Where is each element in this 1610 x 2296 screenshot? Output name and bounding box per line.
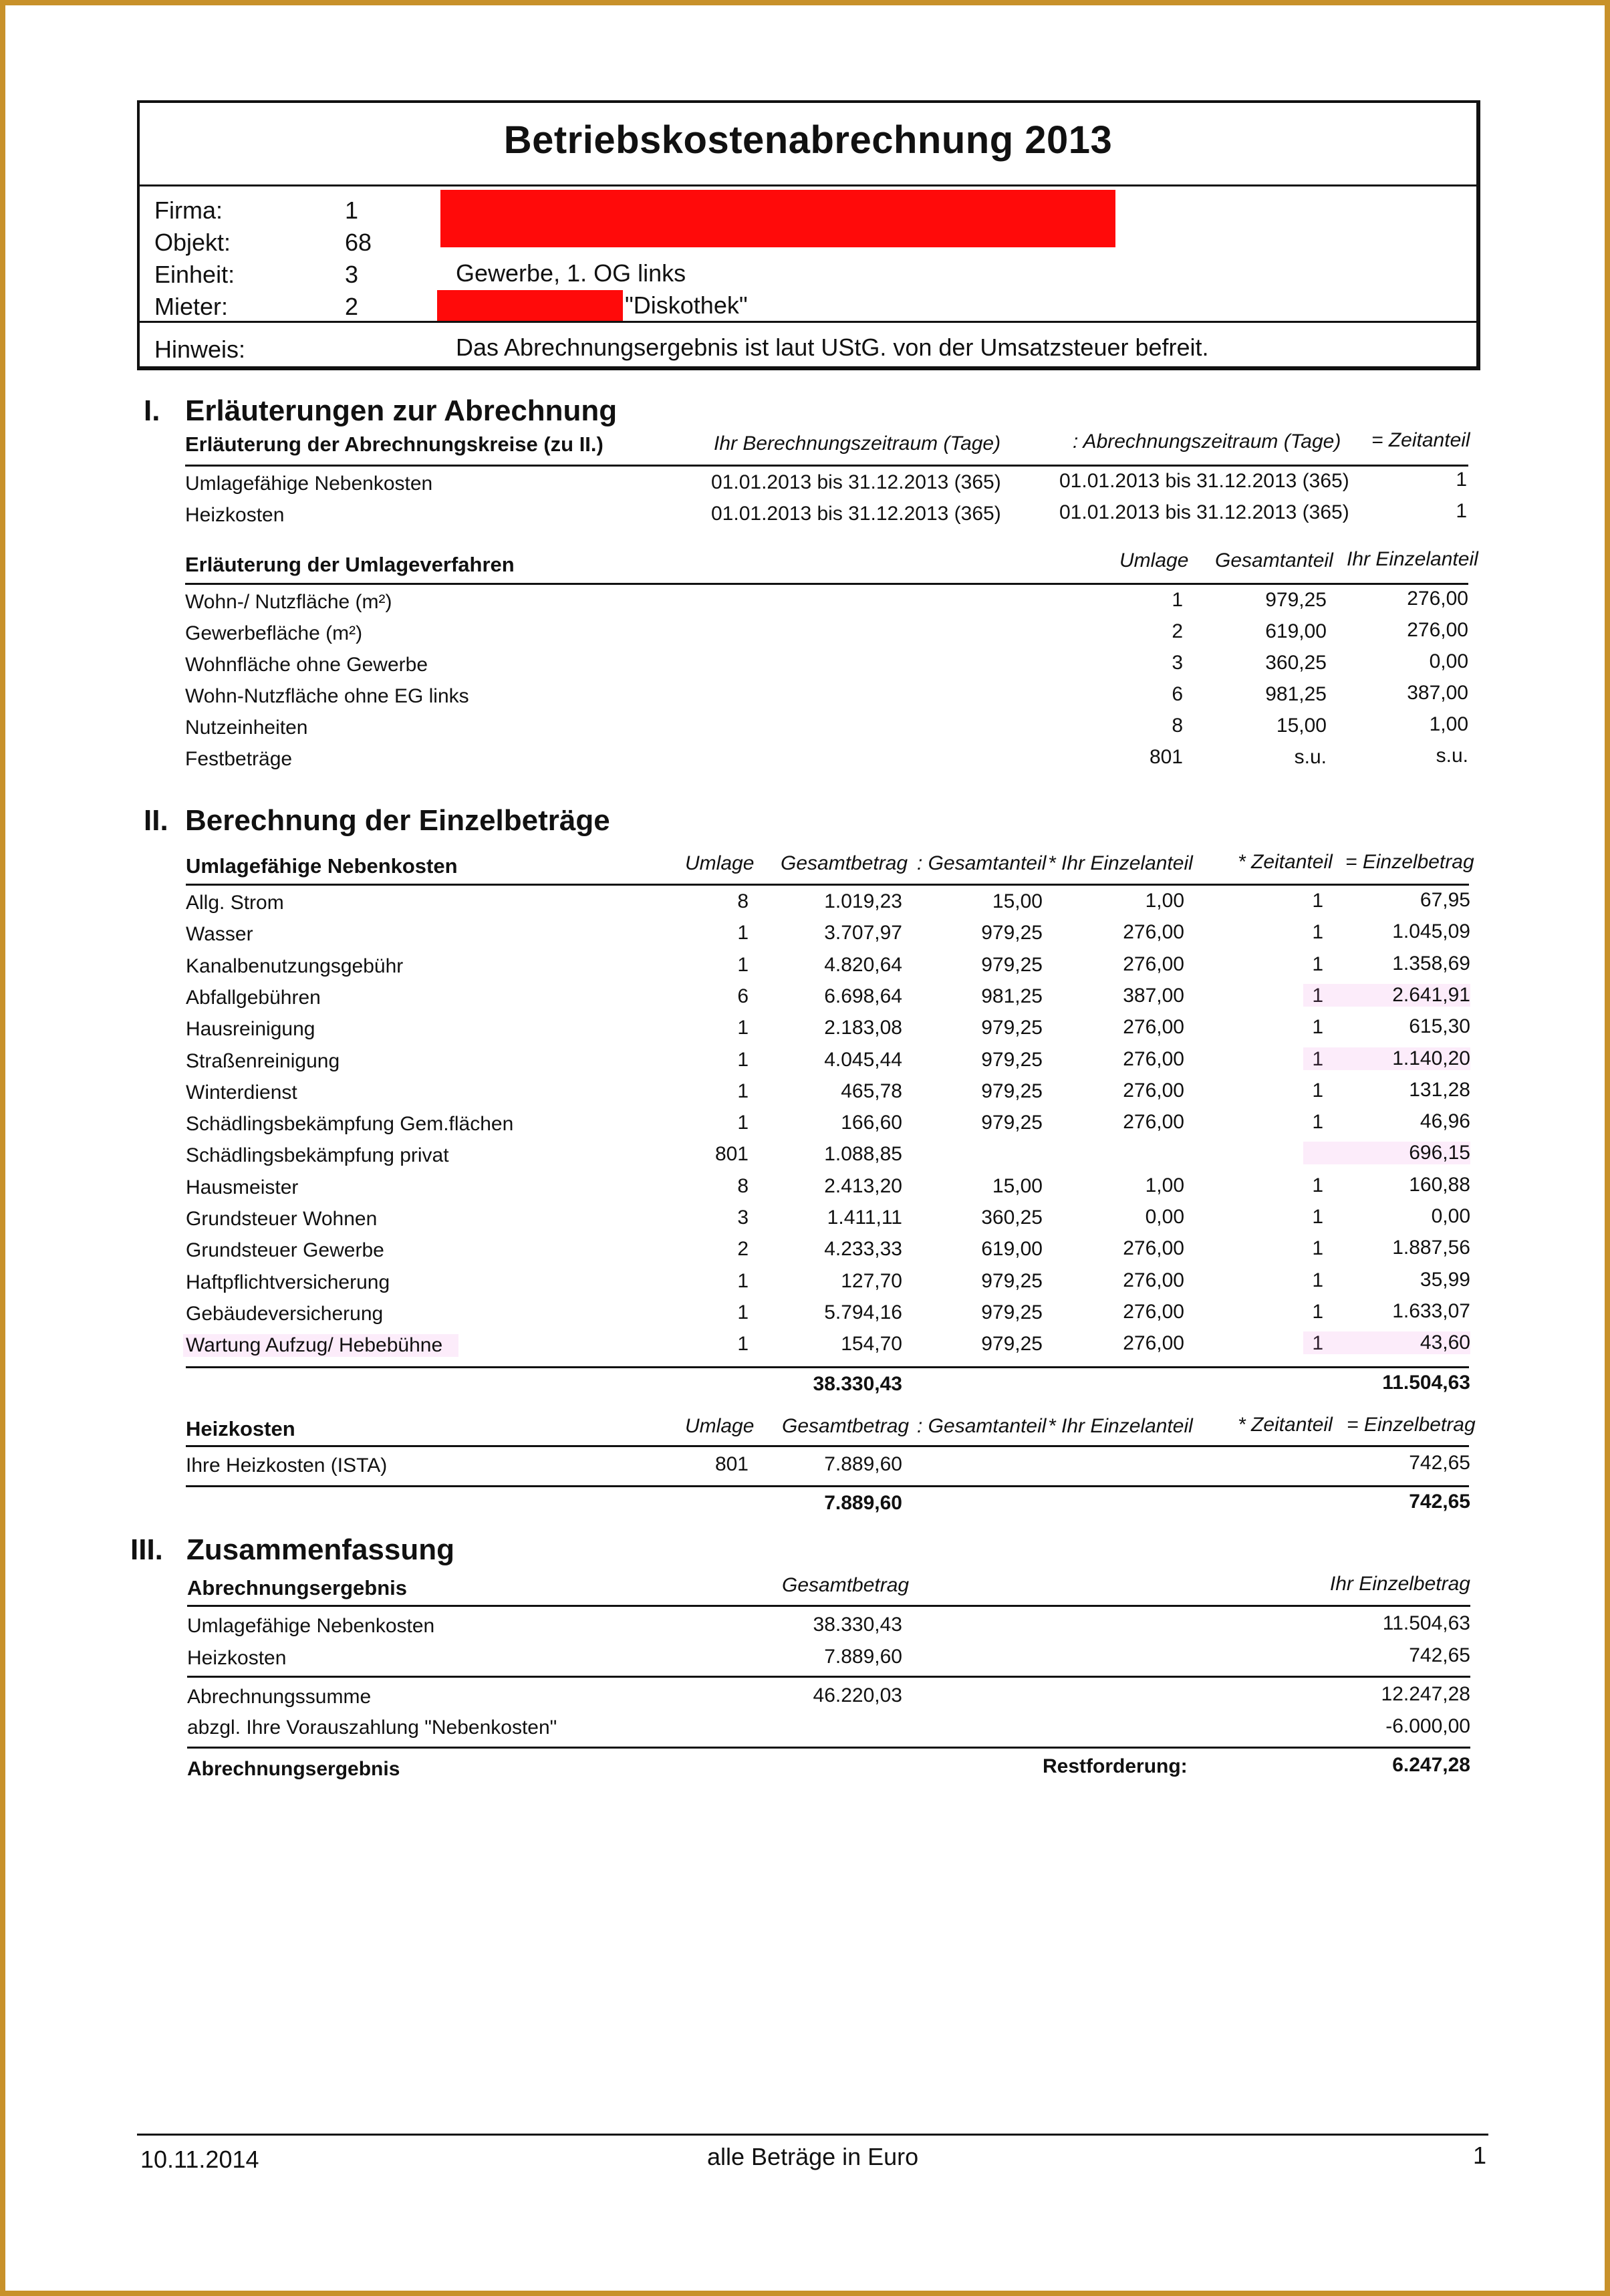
nebenkosten-row-gesamtbetrag: 3.707,97 — [824, 922, 902, 944]
nebenkosten-row-name: Haftpflichtversicherung — [186, 1271, 390, 1293]
hinweis-text: Das Abrechnungsergebnis ist laut UStG. von der Umsatzsteuer befreit. — [456, 334, 1209, 361]
nebenkosten-row-gesamtanteil: 979,25 — [981, 1301, 1043, 1323]
section-1-title: I. Erläuterungen zur Abrechnung — [144, 394, 618, 427]
verfahren-row-umlage: 6 — [1172, 683, 1183, 705]
zf-row-nebenkosten-einzel: 11.504,63 — [1382, 1612, 1470, 1634]
verfahren-row-einzel: 276,00 — [1407, 588, 1468, 610]
kreise-row-ihr: 01.01.2013 bis 31.12.2013 (365) — [711, 503, 1001, 525]
verfahren-col-einzel: Ihr Einzelanteil — [1347, 548, 1478, 570]
heizkosten-total-rule — [186, 1485, 1469, 1487]
nebenkosten-row-einzelbetrag: 0,00 — [1431, 1205, 1470, 1227]
zf-summe-rule — [187, 1676, 1470, 1678]
redaction-bar-company — [440, 190, 1115, 247]
heizkosten-total-einzel: 742,65 — [1409, 1491, 1470, 1513]
verfahren-row-umlage: 2 — [1172, 620, 1183, 642]
nebenkosten-row-einzelbetrag: 1.887,56 — [1392, 1237, 1470, 1259]
nebenkosten-row-gesamtbetrag: 154,70 — [841, 1333, 902, 1356]
zusammenfassung-heading: Abrechnungsergebnis — [187, 1576, 407, 1600]
nebenkosten-row-gesamtbetrag: 4.045,44 — [824, 1048, 902, 1071]
nebenkosten-row-umlage: 801 — [714, 1143, 749, 1166]
nebenkosten-row-gesamtbetrag: 6.698,64 — [824, 985, 902, 1007]
zf-summe-einzel: 12.247,28 — [1381, 1683, 1470, 1705]
col-zeitanteil: * Zeitanteil — [1238, 851, 1333, 873]
value-mieter: 2 — [345, 293, 359, 320]
nebenkosten-row-gesamtbetrag: 166,60 — [841, 1112, 902, 1134]
zf-row-heizkosten-gesamt: 7.889,60 — [824, 1646, 902, 1668]
zf-row-nebenkosten-gesamt: 38.330,43 — [813, 1614, 902, 1636]
nebenkosten-row-zeitanteil: 1 — [1312, 1079, 1323, 1102]
kreise-col-abr: : Abrechnungszeitraum (Tage) — [1073, 430, 1341, 453]
heiz-col-umlage: Umlage — [685, 1415, 755, 1437]
zf-col-gesamt: Gesamtbetrag — [782, 1574, 910, 1596]
header-box — [137, 100, 1480, 370]
nebenkosten-row-einzelanteil: 276,00 — [1123, 1111, 1184, 1134]
zf-rest-value: 6.247,28 — [1392, 1754, 1470, 1776]
kreise-col-ihr: Ihr Berechnungszeitraum (Tage) — [714, 432, 1001, 455]
verfahren-row-name: Nutzeinheiten — [185, 717, 308, 739]
nebenkosten-row-gesamtanteil: 360,25 — [981, 1206, 1043, 1229]
verfahren-row-einzel: 1,00 — [1429, 713, 1468, 735]
verfahren-row-gesamt: 981,25 — [1265, 683, 1327, 705]
nebenkosten-row-name: Kanalbenutzungsgebühr — [186, 954, 404, 977]
verfahren-row-gesamt: s.u. — [1294, 746, 1327, 768]
nebenkosten-row-umlage: 1 — [737, 922, 749, 944]
nebenkosten-row-zeitanteil: 1 — [1312, 1269, 1323, 1291]
nebenkosten-row-einzelbetrag: 615,30 — [1409, 1015, 1470, 1038]
heiz-col-einzelanteil: * Ihr Einzelanteil — [1048, 1415, 1193, 1437]
nebenkosten-row-gesamtanteil: 979,25 — [981, 1079, 1043, 1102]
kreise-header-rule — [185, 465, 1468, 467]
nebenkosten-row-einzelbetrag: 1.045,09 — [1392, 920, 1470, 943]
redaction-bar-tenant — [437, 290, 623, 321]
verfahren-row-gesamt: 360,25 — [1265, 652, 1327, 674]
nebenkosten-row-gesamtbetrag: 2.413,20 — [824, 1174, 902, 1197]
kreise-row-zeit: 1 — [1456, 500, 1467, 522]
zf-row-nebenkosten-name: Umlagefähige Nebenkosten — [187, 1615, 435, 1637]
nebenkosten-row-zeitanteil: 1 — [1312, 984, 1323, 1007]
kreise-heading: Erläuterung der Abrechnungskreise (zu II.) — [185, 432, 603, 456]
nebenkosten-row-gesamtbetrag: 4.820,64 — [824, 953, 902, 976]
mieter-description: "Diskothek" — [625, 291, 748, 319]
zf-row-heizkosten-name: Heizkosten — [187, 1647, 287, 1669]
nebenkosten-row-name: Straßenreinigung — [186, 1049, 340, 1072]
verfahren-row-umlage: 3 — [1172, 652, 1183, 674]
nebenkosten-row-einzelanteil: 276,00 — [1123, 1269, 1184, 1291]
nebenkosten-row-gesamtbetrag: 1.411,11 — [827, 1206, 902, 1229]
nebenkosten-row-name: Wasser — [186, 923, 253, 946]
section-3-title: III. Zusammenfassung — [130, 1533, 454, 1566]
verfahren-row-gesamt: 15,00 — [1276, 715, 1327, 737]
nebenkosten-row-gesamtbetrag: 4.233,33 — [824, 1238, 902, 1261]
nebenkosten-row-einzelbetrag: 696,15 — [1303, 1142, 1470, 1164]
nebenkosten-row-name: Abfallgebühren — [186, 986, 321, 1009]
footer-rule — [137, 2134, 1488, 2136]
nebenkosten-row-name: Hausreinigung — [186, 1018, 315, 1041]
nebenkosten-row-einzelbetrag: 2.641,91 — [1303, 984, 1470, 1007]
kreise-row-ihr: 01.01.2013 bis 31.12.2013 (365) — [711, 471, 1001, 493]
nebenkosten-row-zeitanteil: 1 — [1312, 1237, 1323, 1260]
einheit-description: Gewerbe, 1. OG links — [456, 259, 686, 287]
nebenkosten-row-gesamtbetrag: 5.794,16 — [824, 1301, 902, 1323]
verfahren-row-name: Festbeträge — [185, 748, 293, 770]
heiz-col-gesamtbetrag: Gesamtbetrag — [782, 1415, 910, 1437]
nebenkosten-row-einzelanteil: 276,00 — [1123, 1047, 1184, 1070]
zf-voraus-label: abzgl. Ihre Vorauszahlung "Nebenkosten" — [187, 1716, 557, 1739]
nebenkosten-row-zeitanteil: 1 — [1312, 1300, 1323, 1323]
nebenkosten-row-einzelanteil: 276,00 — [1123, 952, 1184, 975]
nebenkosten-row-umlage: 8 — [737, 890, 749, 912]
value-objekt: 68 — [345, 229, 372, 256]
kreise-row-zeit: 1 — [1456, 469, 1467, 491]
verfahren-row-umlage: 1 — [1172, 589, 1183, 611]
nebenkosten-row-umlage: 1 — [737, 1017, 749, 1039]
nebenkosten-row-name: Grundsteuer Wohnen — [186, 1208, 378, 1230]
nebenkosten-total-einzel: 11.504,63 — [1382, 1372, 1470, 1394]
nebenkosten-row-umlage: 1 — [737, 1333, 749, 1356]
nebenkosten-header-rule — [186, 884, 1469, 886]
nebenkosten-row-gesamtbetrag: 1.019,23 — [824, 890, 902, 912]
verfahren-row-umlage: 801 — [1149, 746, 1183, 768]
nebenkosten-row-zeitanteil: 1 — [1312, 952, 1323, 975]
heiz-col-gesamtanteil: : Gesamtanteil — [917, 1415, 1047, 1437]
col-umlage: Umlage — [685, 852, 755, 874]
nebenkosten-row-name: Hausmeister — [186, 1176, 299, 1198]
nebenkosten-row-umlage: 3 — [737, 1206, 749, 1229]
verfahren-row-einzel: s.u. — [1436, 745, 1468, 767]
footer-date: 10.11.2014 — [140, 2146, 259, 2173]
nebenkosten-total-rule — [186, 1366, 1469, 1368]
nebenkosten-total-gesamt: 38.330,43 — [813, 1373, 902, 1395]
nebenkosten-row-umlage: 2 — [737, 1238, 749, 1261]
zf-rest-label: Restforderung: — [1043, 1755, 1188, 1777]
verfahren-header-rule — [185, 583, 1468, 585]
nebenkosten-row-name: Wartung Aufzug/ Hebebühne — [183, 1334, 458, 1357]
hinweis-divider — [140, 321, 1476, 323]
heizkosten-row-gesamtbetrag: 7.889,60 — [824, 1453, 902, 1475]
nebenkosten-row-gesamtanteil: 979,25 — [981, 953, 1043, 976]
document-title: Betriebskostenabrechnung 2013 — [503, 118, 1113, 162]
nebenkosten-row-einzelbetrag: 160,88 — [1409, 1173, 1470, 1196]
nebenkosten-row-umlage: 8 — [737, 1174, 749, 1197]
nebenkosten-row-name: Winterdienst — [186, 1081, 297, 1104]
nebenkosten-row-einzelanteil: 276,00 — [1123, 1237, 1184, 1260]
nebenkosten-row-zeitanteil: 1 — [1312, 1332, 1323, 1355]
nebenkosten-row-einzelbetrag: 46,96 — [1420, 1110, 1470, 1133]
zf-voraus-einzel: -6.000,00 — [1385, 1715, 1470, 1737]
label-objekt: Objekt: — [154, 229, 231, 256]
verfahren-row-name: Gewerbefläche (m²) — [185, 622, 363, 644]
nebenkosten-row-umlage: 1 — [737, 953, 749, 976]
label-firma: Firma: — [154, 197, 223, 224]
value-einheit: 3 — [345, 261, 359, 288]
nebenkosten-row-umlage: 1 — [737, 1079, 749, 1102]
verfahren-row-einzel: 387,00 — [1407, 682, 1468, 704]
nebenkosten-row-gesamtanteil: 979,25 — [981, 922, 1043, 944]
nebenkosten-row-umlage: 1 — [737, 1048, 749, 1071]
nebenkosten-row-einzelbetrag: 1.358,69 — [1392, 952, 1470, 975]
kreise-row-name: Heizkosten — [185, 504, 285, 526]
heiz-col-einzelbetrag: = Einzelbetrag — [1347, 1414, 1476, 1436]
zf-summe-gesamt: 46.220,03 — [813, 1684, 902, 1706]
nebenkosten-row-gesamtanteil: 15,00 — [992, 890, 1043, 912]
nebenkosten-row-name: Schädlingsbekämpfung privat — [186, 1144, 449, 1167]
verfahren-row-gesamt: 979,25 — [1265, 589, 1327, 611]
nebenkosten-row-gesamtbetrag: 2.183,08 — [824, 1017, 902, 1039]
footer-page-number: 1 — [1473, 2142, 1487, 2169]
verfahren-row-name: Wohn-Nutzfläche ohne EG links — [185, 685, 469, 707]
nebenkosten-row-gesamtanteil: 979,25 — [981, 1333, 1043, 1356]
nebenkosten-row-gesamtanteil: 979,25 — [981, 1048, 1043, 1071]
col-gesamtbetrag: Gesamtbetrag — [781, 852, 908, 874]
verfahren-col-umlage: Umlage — [1119, 549, 1189, 571]
nebenkosten-row-einzelbetrag: 43,60 — [1303, 1331, 1470, 1354]
label-hinweis: Hinweis: — [154, 336, 246, 363]
heizkosten-header-rule — [186, 1445, 1469, 1447]
nebenkosten-row-gesamtanteil: 979,25 — [981, 1269, 1043, 1292]
nebenkosten-row-umlage: 1 — [737, 1301, 749, 1323]
zf-summe-label: Abrechnungssumme — [187, 1686, 372, 1708]
kreise-row-abr: 01.01.2013 bis 31.12.2013 (365) — [1059, 501, 1349, 523]
col-einzelbetrag: = Einzelbetrag — [1345, 851, 1474, 873]
zf-header-rule — [187, 1605, 1470, 1607]
nebenkosten-row-name: Gebäudeversicherung — [186, 1302, 384, 1325]
verfahren-heading: Erläuterung der Umlageverfahren — [185, 553, 515, 576]
nebenkosten-row-gesamtanteil: 979,25 — [981, 1112, 1043, 1134]
nebenkosten-row-zeitanteil: 1 — [1312, 1111, 1323, 1134]
nebenkosten-row-einzelanteil: 276,00 — [1123, 921, 1184, 944]
nebenkosten-row-zeitanteil: 1 — [1312, 1174, 1323, 1196]
nebenkosten-row-zeitanteil: 1 — [1312, 921, 1323, 944]
verfahren-row-umlage: 8 — [1172, 715, 1183, 737]
nebenkosten-row-einzelbetrag: 35,99 — [1420, 1268, 1470, 1291]
verfahren-row-name: Wohn-/ Nutzfläche (m²) — [185, 591, 392, 613]
zf-col-einzel: Ihr Einzelbetrag — [1329, 1573, 1470, 1595]
verfahren-row-einzel: 276,00 — [1407, 619, 1468, 641]
verfahren-row-name: Wohnfläche ohne Gewerbe — [185, 654, 428, 676]
heizkosten-heading: Heizkosten — [186, 1417, 295, 1440]
nebenkosten-row-zeitanteil: 1 — [1312, 1016, 1323, 1039]
nebenkosten-row-einzelbetrag: 1.633,07 — [1392, 1299, 1470, 1322]
nebenkosten-row-gesamtbetrag: 465,78 — [841, 1079, 902, 1102]
nebenkosten-row-gesamtanteil: 981,25 — [981, 985, 1043, 1007]
nebenkosten-row-einzelanteil: 276,00 — [1123, 1332, 1184, 1355]
label-mieter: Mieter: — [154, 293, 229, 320]
col-einzelanteil: * Ihr Einzelanteil — [1048, 852, 1193, 874]
nebenkosten-row-einzelanteil: 0,00 — [1145, 1206, 1184, 1228]
nebenkosten-row-gesamtanteil: 979,25 — [981, 1017, 1043, 1039]
nebenkosten-row-name: Schädlingsbekämpfung Gem.flächen — [186, 1113, 514, 1136]
nebenkosten-row-name: Allg. Strom — [186, 892, 284, 914]
verfahren-row-einzel: 0,00 — [1429, 650, 1468, 672]
nebenkosten-row-einzelanteil: 276,00 — [1123, 1079, 1184, 1102]
nebenkosten-row-gesamtanteil: 15,00 — [992, 1174, 1043, 1197]
nebenkosten-row-gesamtanteil: 619,00 — [981, 1238, 1043, 1261]
nebenkosten-row-umlage: 6 — [737, 985, 749, 1007]
nebenkosten-row-einzelanteil: 1,00 — [1145, 1174, 1184, 1196]
nebenkosten-row-einzelbetrag: 131,28 — [1409, 1078, 1470, 1101]
nebenkosten-row-zeitanteil: 1 — [1312, 890, 1323, 912]
nebenkosten-row-zeitanteil: 1 — [1312, 1047, 1323, 1070]
label-einheit: Einheit: — [154, 261, 235, 288]
kreise-row-abr: 01.01.2013 bis 31.12.2013 (365) — [1059, 470, 1349, 492]
verfahren-col-gesamt: Gesamtanteil — [1215, 549, 1333, 571]
nebenkosten-row-gesamtbetrag: 127,70 — [841, 1269, 902, 1292]
col-gesamtanteil: : Gesamtanteil — [917, 852, 1047, 874]
nebenkosten-row-gesamtbetrag: 1.088,85 — [824, 1143, 902, 1166]
value-firma: 1 — [345, 197, 359, 224]
nebenkosten-row-einzelanteil: 276,00 — [1123, 1300, 1184, 1323]
verfahren-row-gesamt: 619,00 — [1265, 620, 1327, 642]
nebenkosten-row-einzelanteil: 1,00 — [1145, 890, 1184, 912]
nebenkosten-row-einzelanteil: 276,00 — [1123, 1016, 1184, 1039]
heizkosten-row-umlage: 801 — [714, 1453, 749, 1475]
zf-row-heizkosten-einzel: 742,65 — [1409, 1644, 1470, 1666]
zf-ergebnis-label: Abrechnungsergebnis — [187, 1758, 400, 1780]
nebenkosten-heading: Umlagefähige Nebenkosten — [186, 854, 458, 878]
nebenkosten-row-einzelanteil: 387,00 — [1123, 984, 1184, 1007]
nebenkosten-row-umlage: 1 — [737, 1112, 749, 1134]
zf-ergebnis-rule — [187, 1747, 1470, 1749]
footer-note: alle Beträge in Euro — [707, 2143, 919, 2170]
heizkosten-row-name: Ihre Heizkosten (ISTA) — [186, 1454, 388, 1477]
nebenkosten-row-einzelbetrag: 1.140,20 — [1303, 1047, 1470, 1070]
heiz-col-zeitanteil: * Zeitanteil — [1238, 1414, 1333, 1436]
heizkosten-row-einzelbetrag: 742,65 — [1409, 1452, 1470, 1474]
section-2-title: II. Berechnung der Einzelbeträge — [144, 804, 610, 837]
nebenkosten-row-einzelbetrag: 67,95 — [1420, 889, 1470, 911]
header-divider — [140, 184, 1476, 186]
kreise-col-zeit: = Zeitanteil — [1371, 429, 1470, 451]
nebenkosten-row-name: Grundsteuer Gewerbe — [186, 1239, 384, 1262]
heizkosten-total-gesamt: 7.889,60 — [824, 1492, 902, 1514]
kreise-row-name: Umlagefähige Nebenkosten — [185, 473, 433, 495]
nebenkosten-row-umlage: 1 — [737, 1269, 749, 1292]
nebenkosten-row-zeitanteil: 1 — [1312, 1206, 1323, 1228]
